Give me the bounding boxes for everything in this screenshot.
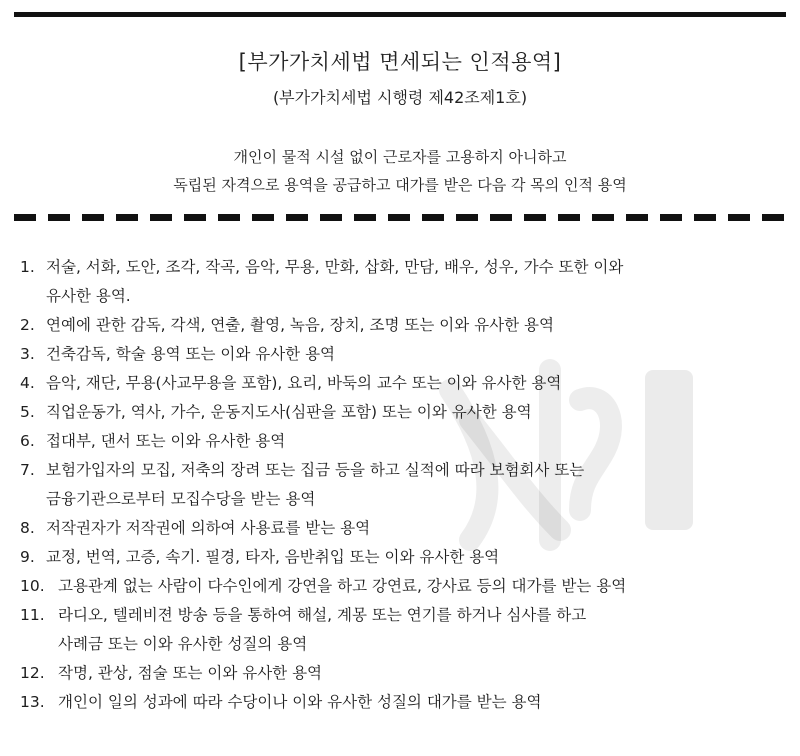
list-item — [20, 369, 790, 398]
list-item — [20, 572, 790, 601]
page-subtitle: (부가가치세법 시행령 제42조제1호) — [272, 88, 528, 107]
list-item-line: 저작권자가 저작권에 의하여 사용료를 받는 용역 — [46, 519, 371, 537]
list-item-text — [46, 253, 790, 311]
list-item-text — [46, 427, 790, 456]
list-item-text — [58, 601, 790, 659]
list-item-line: 유사한 용역. — [46, 287, 131, 305]
list-item-line: 금융기관으로부터 모집수당을 받는 용역 — [46, 490, 316, 508]
list-item — [20, 456, 790, 514]
list-item — [20, 311, 790, 340]
list-item-line: 음악, 재단, 무용(사교무용을 포함), 요리, 바둑의 교수 또는 이와 유사한 용역 — [46, 374, 562, 392]
list-item-number: 9. — [20, 548, 35, 566]
list-item-number: 3. — [20, 345, 35, 363]
intro-line: 독립된 자격으로 용역을 공급하고 대가를 받은 다음 각 목의 인적 용역 — [173, 176, 627, 194]
list-item-line: 건축감독, 학술 용역 또는 이와 유사한 용역 — [46, 345, 336, 363]
list-item — [20, 601, 790, 659]
list-item-number: 12. — [20, 664, 45, 682]
dashed-divider — [14, 214, 786, 221]
list-item-text — [58, 659, 790, 688]
list-item-text — [46, 543, 790, 572]
list-item — [20, 688, 790, 717]
list-item-number: 11. — [20, 606, 45, 624]
list-item-number: 13. — [20, 693, 45, 711]
intro-text — [0, 143, 800, 199]
list-item-number: 8. — [20, 519, 35, 537]
list-item — [20, 427, 790, 456]
list-item-number: 4. — [20, 374, 35, 392]
list-item-number: 2. — [20, 316, 35, 334]
service-list — [20, 253, 790, 717]
list-item-number: 6. — [20, 432, 35, 450]
list-item-text — [46, 514, 790, 543]
list-item-line: 연예에 관한 감독, 각색, 연출, 촬영, 녹음, 장치, 조명 또는 이와 유사한 용역 — [46, 316, 554, 334]
list-item — [20, 340, 790, 369]
list-item-line: 작명, 관상, 점술 또는 이와 유사한 용역 — [58, 664, 323, 682]
list-item-text — [46, 456, 790, 514]
page-title: [부가가치세법 면세되는 인적용역] — [238, 50, 562, 74]
list-item-text — [46, 340, 790, 369]
list-item-line: 보험가입자의 모집, 저축의 장려 또는 집금 등을 하고 실적에 따라 보험회사 또는 — [46, 461, 585, 479]
list-item — [20, 543, 790, 572]
list-item-text — [58, 572, 790, 601]
list-item-text — [58, 688, 790, 717]
list-item-line: 직업운동가, 역사, 가수, 운동지도사(심판을 포함) 또는 이와 유사한 용역 — [46, 403, 532, 421]
list-item-line: 저술, 서화, 도안, 조각, 작곡, 음악, 무용, 만화, 삽화, 만담, 배우, 성우, 가수 또한 이와 — [46, 258, 624, 276]
list-item-text — [46, 398, 790, 427]
list-item-text — [46, 369, 790, 398]
list-item-line: 개인이 일의 성과에 따라 수당이나 이와 유사한 성질의 대가를 받는 용역 — [58, 693, 542, 711]
list-item-line: 접대부, 댄서 또는 이와 유사한 용역 — [46, 432, 286, 450]
list-item — [20, 659, 790, 688]
list-item-number: 5. — [20, 403, 35, 421]
top-rule — [14, 12, 786, 17]
list-item-line: 라디오, 텔레비젼 방송 등을 통하여 해설, 계몽 또는 연기를 하거나 심사를 하고 — [58, 606, 587, 624]
intro-line: 개인이 물적 시설 없이 근로자를 고용하지 아니하고 — [233, 148, 567, 166]
list-item — [20, 253, 790, 311]
list-item-number: 1. — [20, 258, 35, 276]
list-item-line: 고용관계 없는 사람이 다수인에게 강연을 하고 강연료, 강사료 등의 대가를 받는 용역 — [58, 577, 627, 595]
list-item-line: 사례금 또는 이와 유사한 성질의 용역 — [58, 635, 308, 653]
list-item-line: 교정, 번역, 고증, 속기. 필경, 타자, 음반취입 또는 이와 유사한 용역 — [46, 548, 500, 566]
list-item — [20, 398, 790, 427]
list-item-number: 7. — [20, 461, 35, 479]
list-item — [20, 514, 790, 543]
list-item-number: 10. — [20, 577, 45, 595]
list-item-text — [46, 311, 790, 340]
